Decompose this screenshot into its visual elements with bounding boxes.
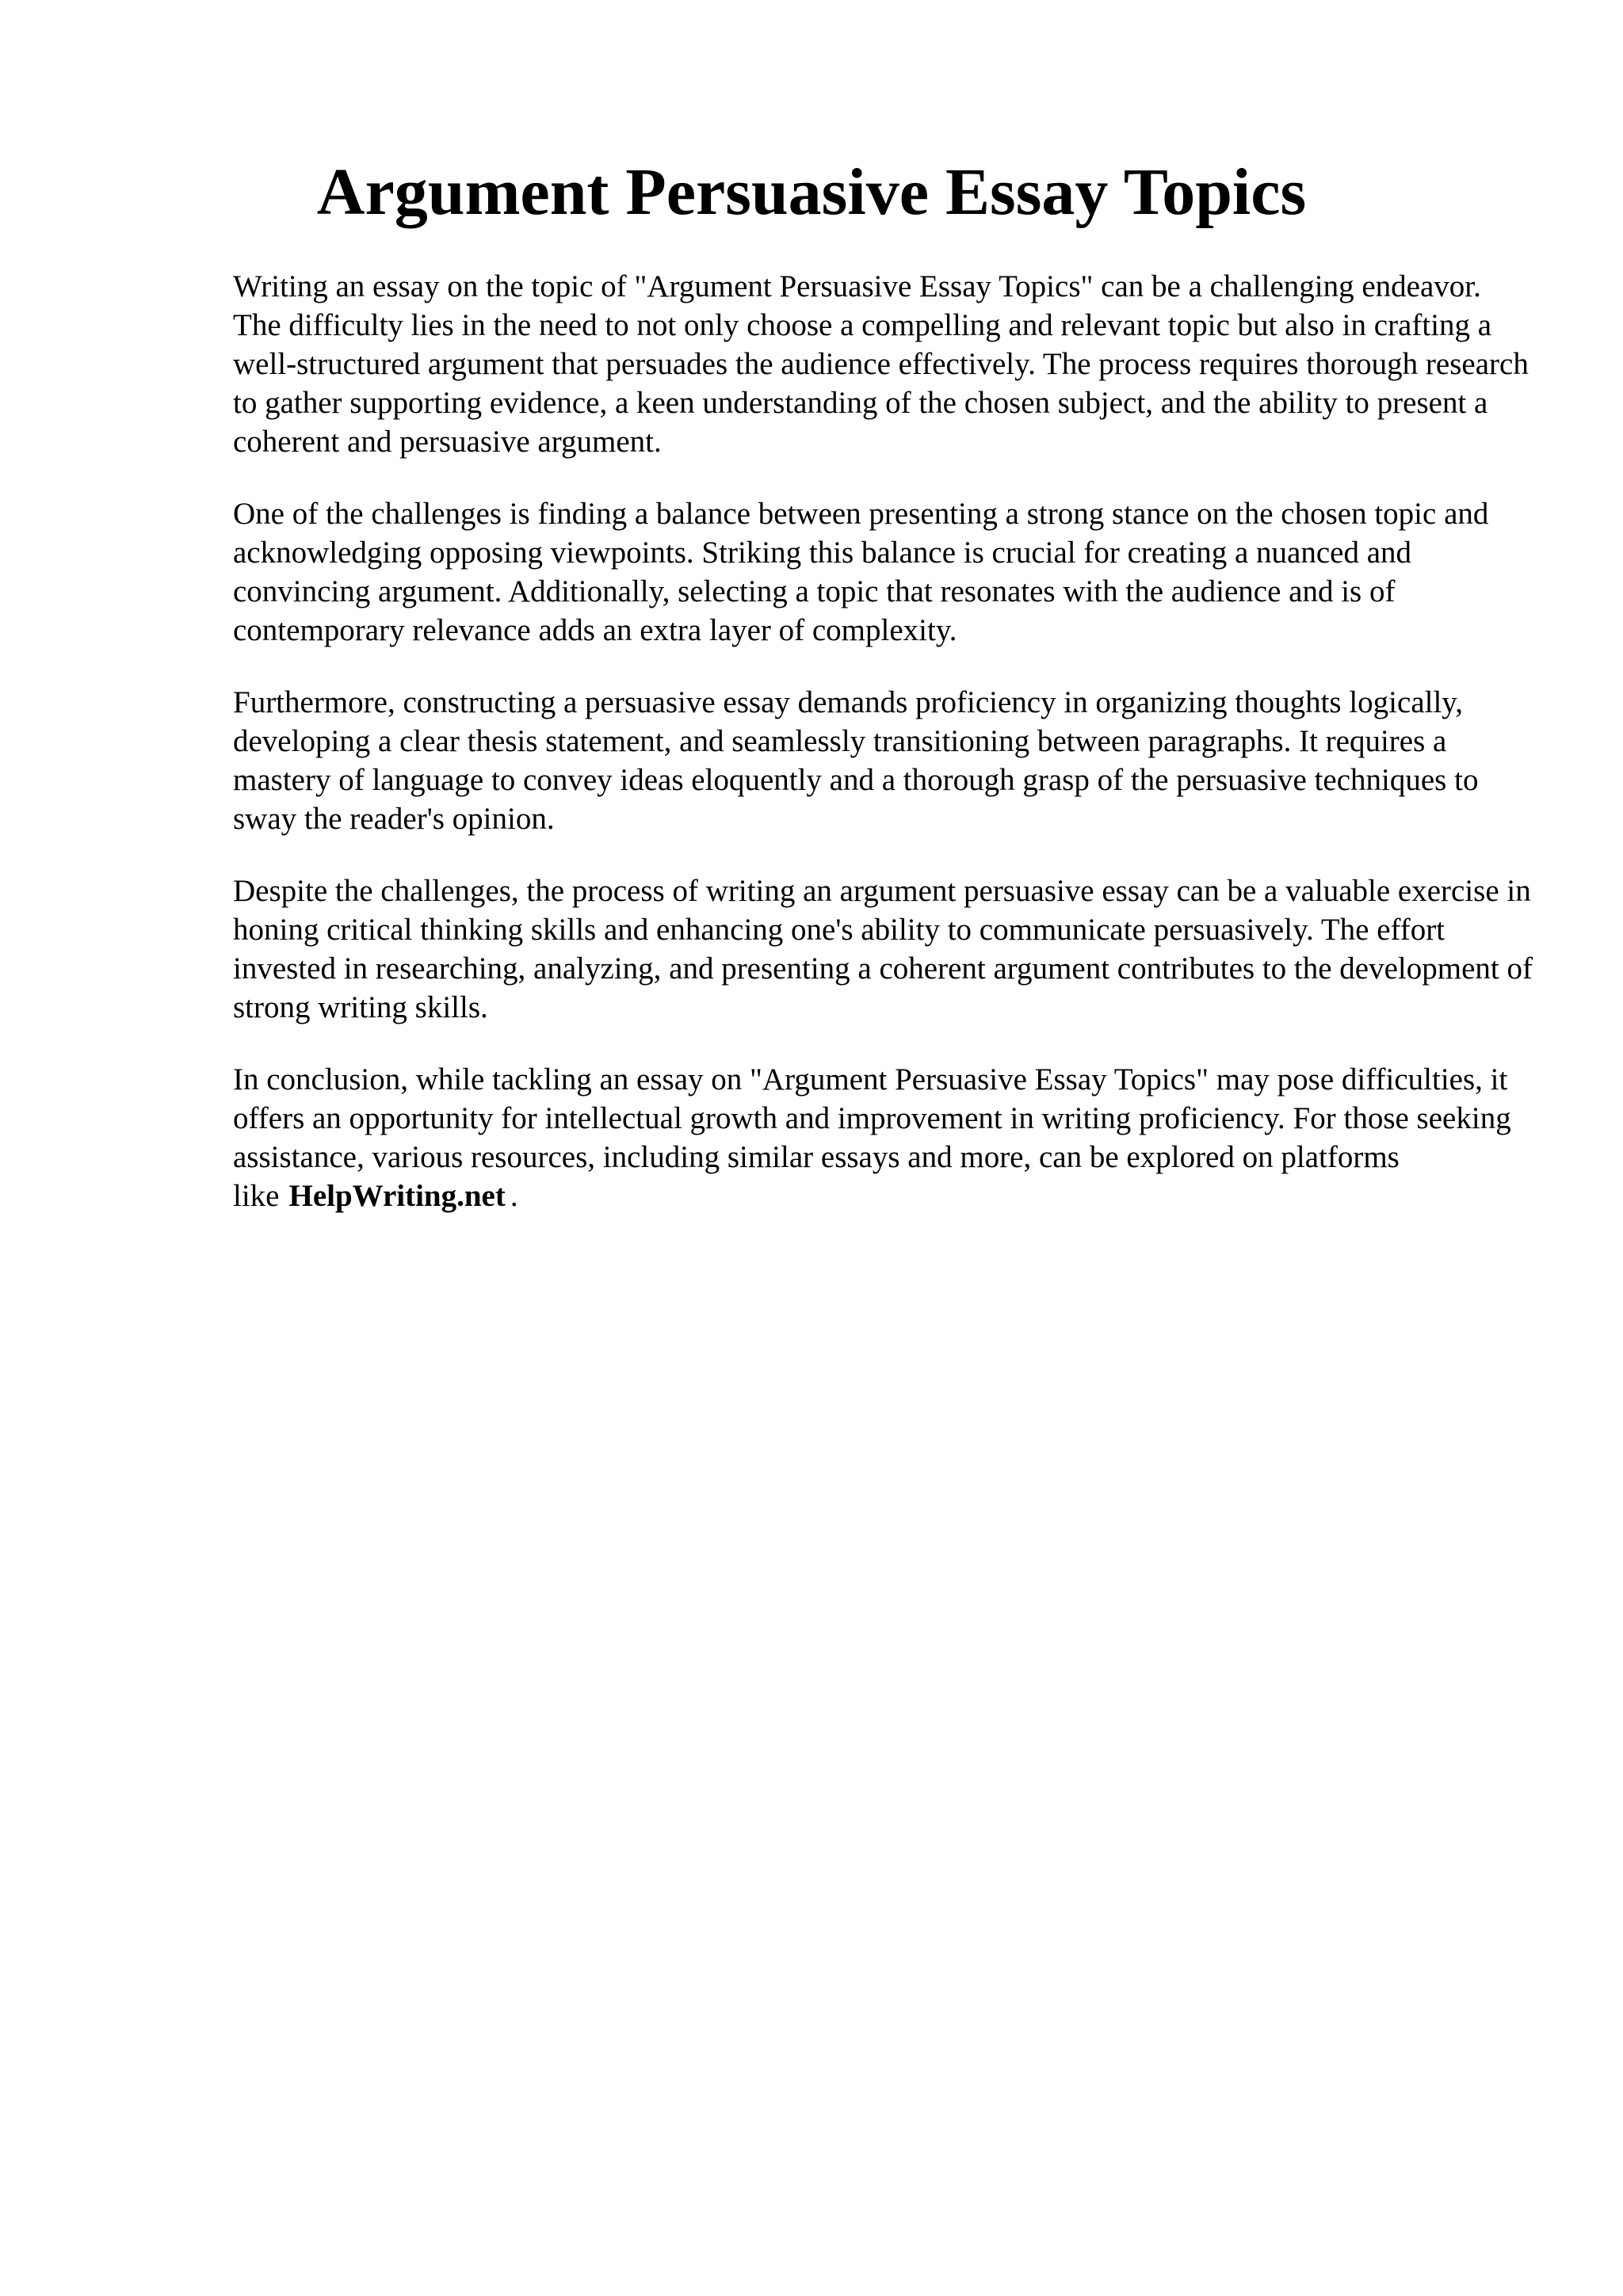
paragraph-1: Writing an essay on the topic of "Argument Persuasive Essay Topics" can be a challenging endeavor. The difficulty lies in the need to not only choose a compelling and relevant topic but also in crafting a well-structured argument that persuades the audience effectively. The process requires thorough research to gather supporting evidence, a keen understanding of the chosen subject, and the ability to present a coherent and persuasive argument. xyxy=(233,269,1529,459)
document-body xyxy=(233,267,1533,1249)
paragraph-2: One of the challenges is finding a balance between presenting a strong stance on the chosen topic and acknowledging opposing viewpoints. Striking this balance is crucial for creating a nuanced and convincing argument. Additionally, selecting a topic that resonates with the audience and is of contemporary relevance adds an extra layer of complexity. xyxy=(233,497,1489,647)
paragraph-4: Despite the challenges, the process of writing an argument persuasive essay can be a valuable exercise in honing critical thinking skills and enhancing one's ability to communicate persuasively. The effort invested in researching, analyzing, and presenting a coherent argument contributes to the development of strong writing skills. xyxy=(233,874,1533,1024)
helpwriting-link[interactable]: HelpWriting.net xyxy=(288,1179,506,1213)
document-title: Argument Persuasive Essay Topics xyxy=(316,155,1307,229)
paragraph-3: Furthermore, constructing a persuasive essay demands proficiency in organizing thoughts logically, developing a clear thesis statement, and seamlessly transitioning between paragraphs. It requires a mastery of language to convey ideas eloquently and a thorough grasp of the persuasive techniques to sway the reader's opinion. xyxy=(233,685,1479,836)
conclusion-text: In conclusion, while tackling an essay on "Argument Persuasive Essay Topics" may pose difficulties, it offers an opportunity for intellectual growth and improvement in writing proficiency. For those seeking assistance, various resources, including similar essays and more, can be explored on platforms like xyxy=(233,1062,1511,1213)
conclusion-period: . xyxy=(510,1179,518,1213)
conclusion-paragraph xyxy=(233,1060,1533,1215)
